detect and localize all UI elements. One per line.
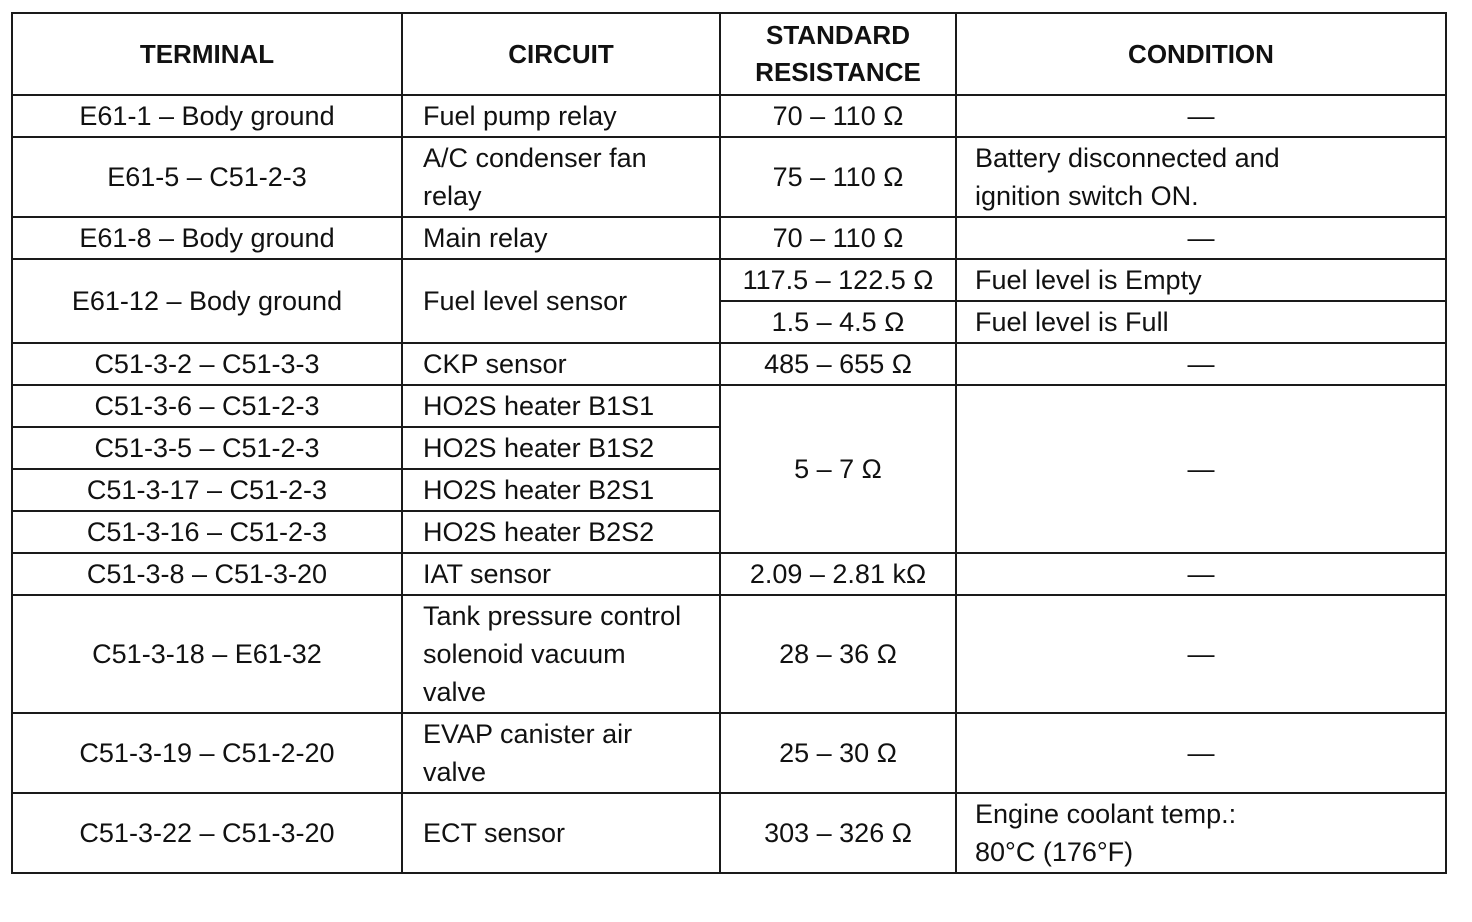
condition-line: ignition switch ON. [975, 181, 1199, 211]
terminal-cell: C51-3-19 – C51-2-20 [12, 713, 402, 793]
table-row [12, 385, 1446, 427]
resistance-cell: 75 – 110 Ω [720, 137, 956, 217]
resistance-cell: 70 – 110 Ω [720, 217, 956, 259]
circuit-line: solenoid vacuum [423, 639, 626, 669]
condition-cell: — [956, 343, 1446, 385]
table-row [12, 553, 1446, 595]
condition-cell: — [956, 713, 1446, 793]
circuit-line: A/C condenser fan [423, 143, 647, 173]
terminal-cell: E61-1 – Body ground [12, 95, 402, 137]
header-circuit: CIRCUIT [402, 13, 720, 95]
header-terminal: TERMINAL [12, 13, 402, 95]
circuit-cell: Fuel level sensor [402, 259, 720, 343]
circuit-line: relay [423, 181, 482, 211]
resistance-cell: 303 – 326 Ω [720, 793, 956, 873]
resistance-cell: 5 – 7 Ω [720, 385, 956, 553]
resistance-cell: 117.5 – 122.5 Ω [720, 259, 956, 301]
terminal-cell: C51-3-17 – C51-2-3 [12, 469, 402, 511]
circuit-cell: Fuel pump relay [402, 95, 720, 137]
circuit-line: valve [423, 677, 487, 707]
terminal-cell: C51-3-22 – C51-3-20 [12, 793, 402, 873]
header-standard-resistance [720, 13, 956, 95]
circuit-cell: HO2S heater B1S2 [402, 427, 720, 469]
terminal-cell: C51-3-6 – C51-2-3 [12, 385, 402, 427]
terminal-cell: C51-3-2 – C51-3-3 [12, 343, 402, 385]
circuit-cell: CKP sensor [402, 343, 720, 385]
header-condition: CONDITION [956, 13, 1446, 95]
header-resistance-line1: STANDARD [766, 20, 910, 50]
resistance-cell: 1.5 – 4.5 Ω [720, 301, 956, 343]
circuit-line: Tank pressure control [423, 601, 682, 631]
condition-cell [956, 793, 1446, 873]
condition-cell: — [956, 595, 1446, 713]
condition-cell: Fuel level is Full [956, 301, 1446, 343]
terminal-cell: C51-3-5 – C51-2-3 [12, 427, 402, 469]
circuit-cell [402, 713, 720, 793]
condition-line: Battery disconnected and [975, 143, 1280, 173]
terminal-cell: E61-12 – Body ground [12, 259, 402, 343]
circuit-cell: HO2S heater B2S2 [402, 511, 720, 553]
resistance-cell: 25 – 30 Ω [720, 713, 956, 793]
circuit-cell [402, 137, 720, 217]
circuit-cell: HO2S heater B1S1 [402, 385, 720, 427]
table-row [12, 793, 1446, 873]
header-resistance-line2: RESISTANCE [755, 57, 921, 87]
condition-cell: Fuel level is Empty [956, 259, 1446, 301]
condition-cell: — [956, 95, 1446, 137]
circuit-cell: Main relay [402, 217, 720, 259]
terminal-cell: C51-3-16 – C51-2-3 [12, 511, 402, 553]
table-row [12, 95, 1446, 137]
circuit-cell: IAT sensor [402, 553, 720, 595]
terminal-cell: C51-3-8 – C51-3-20 [12, 553, 402, 595]
terminal-cell: C51-3-18 – E61-32 [12, 595, 402, 713]
condition-cell: — [956, 553, 1446, 595]
resistance-cell: 70 – 110 Ω [720, 95, 956, 137]
condition-cell [956, 137, 1446, 217]
table-row [12, 217, 1446, 259]
resistance-spec-table [11, 12, 1447, 874]
resistance-cell: 485 – 655 Ω [720, 343, 956, 385]
terminal-cell: E61-8 – Body ground [12, 217, 402, 259]
condition-cell: — [956, 385, 1446, 553]
terminal-cell: E61-5 – C51-2-3 [12, 137, 402, 217]
condition-line: 80°C (176°F) [975, 837, 1134, 867]
table-row [12, 343, 1446, 385]
table-row [12, 259, 1446, 301]
table-row [12, 595, 1446, 713]
table-row [12, 713, 1446, 793]
circuit-cell: ECT sensor [402, 793, 720, 873]
condition-line: Engine coolant temp.: [975, 799, 1237, 829]
condition-cell: — [956, 217, 1446, 259]
circuit-line: valve [423, 757, 487, 787]
resistance-cell: 28 – 36 Ω [720, 595, 956, 713]
circuit-cell: HO2S heater B2S1 [402, 469, 720, 511]
resistance-cell: 2.09 – 2.81 kΩ [720, 553, 956, 595]
circuit-line: EVAP canister air [423, 719, 633, 749]
table-row [12, 137, 1446, 217]
header-row [12, 13, 1446, 95]
circuit-cell [402, 595, 720, 713]
